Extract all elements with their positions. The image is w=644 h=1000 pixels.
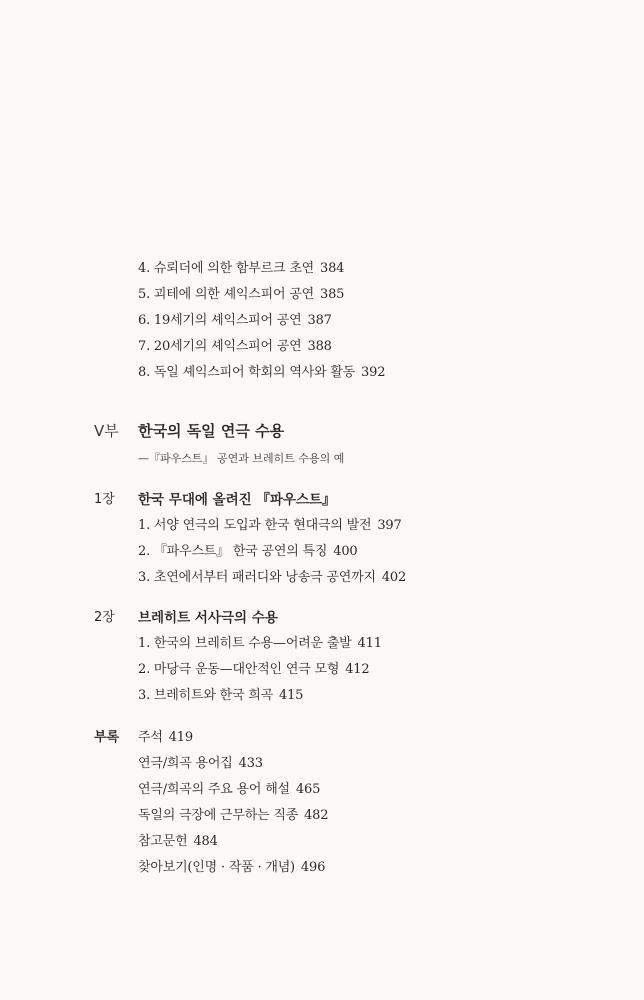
entry-title: 2. 『파우스트』 한국 공연의 특징 <box>138 544 328 559</box>
entry-title: 5. 괴테에 의한 셰익스피어 공연 <box>138 287 315 302</box>
part-title[interactable]: 한국의 독일 연극 수용 <box>138 422 285 440</box>
toc-entry[interactable] <box>138 517 402 535</box>
toc-entry[interactable] <box>138 729 193 747</box>
toc-entry[interactable] <box>138 286 344 304</box>
entry-page: 433 <box>238 756 263 771</box>
toc-entry[interactable] <box>138 312 332 330</box>
entry-title: 3. 초연에서부터 패러디와 낭송극 공연까지 <box>138 570 376 585</box>
toc-entry[interactable] <box>138 635 382 653</box>
entry-page: 412 <box>345 662 370 677</box>
toc-entry[interactable] <box>138 260 344 278</box>
entry-title: 연극/희곡 용어집 <box>138 756 233 771</box>
entry-title: 독일의 극장에 근무하는 직종 <box>138 808 299 823</box>
toc-entry[interactable] <box>138 781 320 799</box>
toc-entry[interactable] <box>138 687 303 705</box>
entry-title: 찾아보기(인명 · 작품 · 개념) <box>138 860 295 875</box>
toc-entry[interactable] <box>138 859 325 877</box>
entry-title: 6. 19세기의 셰익스피어 공연 <box>138 313 302 328</box>
toc-entry[interactable] <box>138 807 328 825</box>
entry-title: 참고문헌 <box>138 834 188 849</box>
toc-entry[interactable] <box>138 661 369 679</box>
entry-page: 482 <box>304 808 329 823</box>
toc-entry[interactable] <box>138 364 385 382</box>
entry-page: 384 <box>320 261 345 276</box>
entry-title: 1. 한국의 브레히트 수용—어려운 출발 <box>138 636 352 651</box>
chapter-title[interactable]: 브레히트 서사극의 수용 <box>138 610 278 626</box>
entry-title: 7. 20세기의 셰익스피어 공연 <box>138 339 302 354</box>
entry-page: 415 <box>279 688 304 703</box>
appendix-label: 부록 <box>94 730 120 745</box>
entry-page: 419 <box>168 730 193 745</box>
toc-entry[interactable] <box>138 543 358 561</box>
entry-page: 392 <box>361 365 386 380</box>
entry-title: 주석 <box>138 730 163 745</box>
entry-page: 388 <box>307 339 332 354</box>
toc-entry[interactable] <box>138 569 406 587</box>
entry-title: 2. 마당극 운동—대안적인 연극 모형 <box>138 662 340 677</box>
chapter-label: 2장 <box>94 610 115 625</box>
toc-entry[interactable] <box>138 755 263 773</box>
entry-page: 397 <box>377 518 402 533</box>
entry-page: 400 <box>333 544 358 559</box>
entry-title: 1. 서양 연극의 도입과 한국 현대극의 발전 <box>138 518 372 533</box>
entry-page: 465 <box>295 782 321 797</box>
chapter-label: 1장 <box>94 492 115 507</box>
toc-entry[interactable] <box>138 338 332 356</box>
part-label: V부 <box>94 422 119 440</box>
entry-page: 411 <box>357 636 382 651</box>
part-subtitle: —『파우스트』 공연과 브레히트 수용의 예 <box>138 452 345 465</box>
chapter-title[interactable]: 한국 무대에 올려진 『파우스트』 <box>138 492 336 508</box>
entry-page: 385 <box>320 287 345 302</box>
entry-title: 연극/희곡의 주요 용어 해설 <box>138 782 290 797</box>
entry-title: 3. 브레히트와 한국 희곡 <box>138 688 274 703</box>
entry-title: 8. 독일 셰익스피어 학회의 역사와 활동 <box>138 365 356 380</box>
entry-page: 484 <box>193 834 218 849</box>
entry-page: 387 <box>307 313 332 328</box>
entry-page: 402 <box>381 570 407 585</box>
entry-title: 4. 슈뢰더에 의한 함부르크 초연 <box>138 261 315 276</box>
toc-entry[interactable] <box>138 833 218 851</box>
entry-page: 496 <box>300 860 326 875</box>
